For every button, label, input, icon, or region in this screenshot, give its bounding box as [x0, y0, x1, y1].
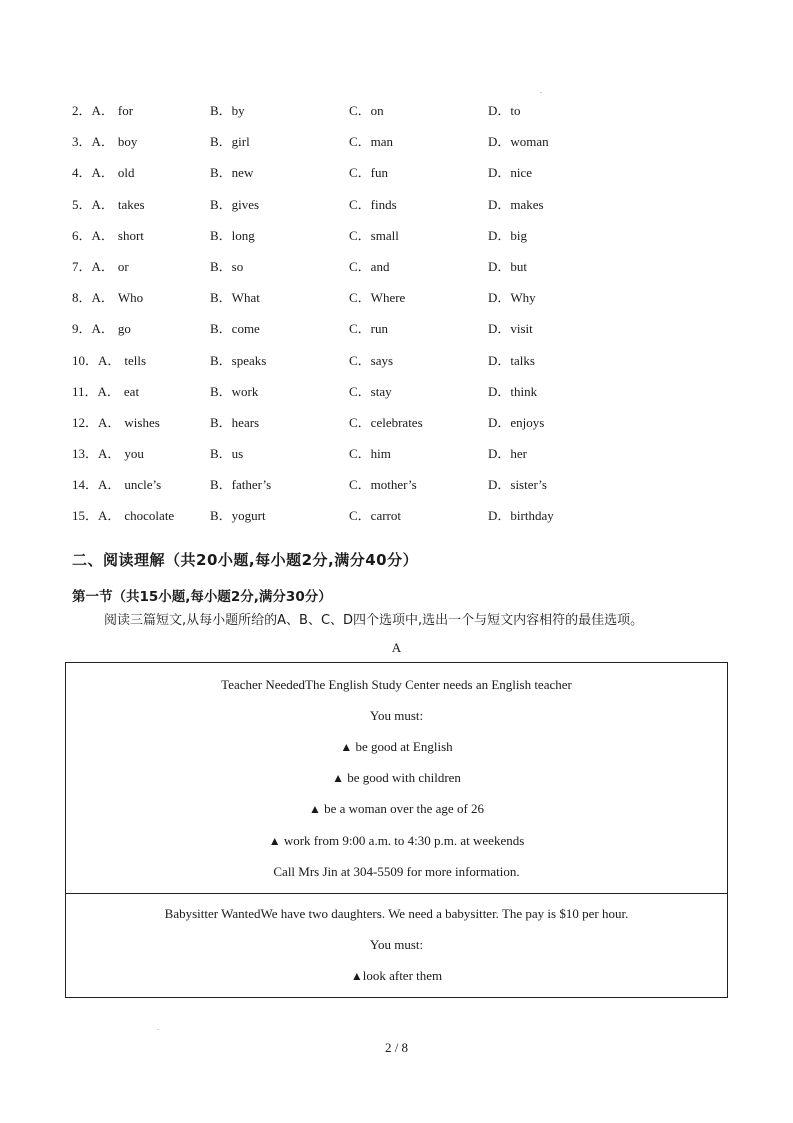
teacher-ad-box	[65, 662, 728, 894]
option-a-text: old	[117, 165, 135, 181]
babysitter-ad-box	[65, 893, 728, 998]
passage-label: A	[391, 640, 402, 655]
option-d: D．makes	[488, 196, 544, 212]
option-c: C．man	[349, 134, 394, 150]
option-d: D．Why	[488, 290, 536, 306]
triangle-bullet-icon: ▲	[308, 802, 321, 816]
triangle-bullet-icon: ▲	[340, 740, 353, 754]
ad-requirement: ▲ work from 9:00 a.m. to 4:30 p.m. at weekends	[268, 833, 525, 848]
instructions: 阅读三篇短文,从每小题所给的A、B、C、D四个选项中,选出一个与短文内容相符的最佳选项。	[104, 613, 644, 628]
ad-heading: Teacher NeededThe English Study Center needs an English teacher	[221, 677, 572, 692]
option-c: C．carrot	[349, 508, 401, 524]
option-c: C．fun	[349, 165, 389, 181]
triangle-bullet-icon: ▲	[332, 771, 344, 785]
option-a	[72, 258, 129, 276]
ad-contact: Call Mrs Jin at 304-5509 for more information.	[273, 864, 520, 879]
option-d: D．enjoys	[488, 414, 545, 430]
question-option-row	[72, 102, 712, 133]
option-a-text: boy	[117, 134, 138, 150]
question-number: 4．A．	[72, 165, 114, 181]
question-option-row	[72, 133, 712, 164]
option-a-text: for	[117, 103, 134, 118]
question-option-row	[72, 258, 712, 289]
option-a	[72, 133, 137, 151]
option-b: B．speaks	[210, 352, 267, 368]
ad-requirement: ▲ be a woman over the age of 26	[308, 801, 485, 816]
option-a-text: chocolate	[124, 508, 175, 524]
subsection-title: 第一节（共15小题,每小题2分,满分30分）	[72, 589, 332, 605]
question-number: 2．A．	[72, 103, 114, 118]
question-option-row	[72, 320, 712, 351]
question-number: 15．A．	[72, 508, 121, 524]
option-a-text: wishes	[124, 414, 160, 430]
question-option-row	[72, 507, 712, 538]
option-a	[72, 289, 143, 307]
option-b: B．us	[210, 446, 244, 462]
question-number: 11．A．	[72, 383, 120, 399]
question-option-row	[72, 196, 712, 227]
question-option-row	[72, 289, 712, 320]
question-number: 5．A．	[72, 196, 114, 212]
option-a-text: eat	[123, 383, 140, 399]
option-b: B．gives	[210, 196, 260, 212]
page-number: 2 / 8	[384, 1040, 409, 1055]
question-option-row	[72, 383, 712, 414]
option-d: D．her	[488, 446, 527, 462]
option-a	[72, 164, 135, 182]
option-b: B．new	[210, 165, 254, 181]
option-d: D．woman	[488, 134, 549, 150]
question-option-row	[72, 414, 712, 445]
option-d: D．but	[488, 258, 528, 274]
question-number: 6．A．	[72, 227, 114, 243]
question-number: 3．A．	[72, 134, 114, 150]
option-d: D．nice	[488, 165, 533, 181]
option-a	[72, 196, 145, 214]
option-a-text: Who	[117, 290, 144, 306]
option-a	[72, 414, 160, 432]
question-option-row	[72, 352, 712, 383]
option-d: D．think	[488, 383, 538, 399]
question-option-row	[72, 476, 712, 507]
section-title: 二、阅读理解（共20小题,每小题2分,满分40分）	[72, 551, 419, 569]
option-a	[72, 476, 161, 494]
option-c: C．him	[349, 446, 391, 462]
option-a-text: go	[117, 321, 131, 337]
option-d: D．talks	[488, 352, 535, 368]
option-c: C．run	[349, 321, 389, 337]
option-b: B．so	[210, 258, 244, 274]
question-number: 14．A．	[72, 477, 121, 493]
option-a-text: uncle’s	[124, 477, 162, 493]
question-number: 10．A．	[72, 352, 121, 368]
option-d: D．to	[488, 103, 521, 118]
option-c: C．says	[349, 352, 394, 368]
scan-speck	[540, 92, 542, 93]
option-c: C．Where	[349, 290, 406, 306]
question-number: 12．A．	[72, 414, 121, 430]
option-c: C．mother’s	[349, 477, 417, 493]
question-number: 8．A．	[72, 290, 114, 306]
question-number: 7．A．	[72, 258, 114, 274]
option-b: B．hears	[210, 414, 260, 430]
option-b: B．yogurt	[210, 508, 266, 524]
option-a-text: tells	[124, 352, 147, 368]
option-a	[72, 507, 174, 525]
option-b: B．girl	[210, 134, 250, 150]
option-a-text: short	[117, 227, 144, 243]
option-a-text: takes	[117, 196, 145, 212]
ad-must-label: You must:	[369, 708, 424, 723]
option-a	[72, 320, 131, 338]
option-b: B．father’s	[210, 477, 272, 493]
triangle-bullet-icon: ▲	[350, 969, 363, 983]
option-c: C．on	[349, 103, 384, 118]
option-b: B．What	[210, 290, 260, 306]
ad-requirement: ▲look after them	[350, 968, 443, 983]
option-a-text: or	[117, 258, 129, 274]
option-a	[72, 102, 133, 120]
question-option-row	[72, 164, 712, 195]
triangle-bullet-icon: ▲	[268, 834, 281, 848]
option-list	[72, 102, 712, 539]
question-number: 9．A．	[72, 321, 114, 337]
ad-requirement: ▲ be good at English	[340, 739, 453, 754]
option-c: C．celebrates	[349, 414, 423, 430]
question-option-row	[72, 445, 712, 476]
option-d: D．big	[488, 227, 528, 243]
option-b: B．work	[210, 383, 259, 399]
option-a	[72, 227, 144, 245]
option-c: C．and	[349, 258, 390, 274]
option-b: B．by	[210, 103, 245, 118]
option-c: C．finds	[349, 196, 397, 212]
ad-requirement: ▲ be good with children	[332, 770, 461, 785]
option-d: D．sister’s	[488, 477, 547, 493]
option-a-text: you	[124, 446, 144, 462]
question-option-row	[72, 227, 712, 258]
option-a	[72, 445, 144, 463]
question-number: 13．A．	[72, 446, 121, 462]
option-d: D．visit	[488, 321, 533, 337]
option-d: D．birthday	[488, 508, 554, 524]
ad-heading: Babysitter WantedWe have two daughters. We need a babysitter. The pay is $10 per hour.	[164, 906, 629, 921]
option-b: B．come	[210, 321, 260, 337]
option-c: C．small	[349, 227, 399, 243]
option-a	[72, 383, 139, 401]
scan-speck	[157, 1029, 159, 1030]
option-c: C．stay	[349, 383, 392, 399]
ad-must-label: You must:	[369, 937, 424, 952]
option-b: B．long	[210, 227, 255, 243]
option-a	[72, 352, 146, 370]
